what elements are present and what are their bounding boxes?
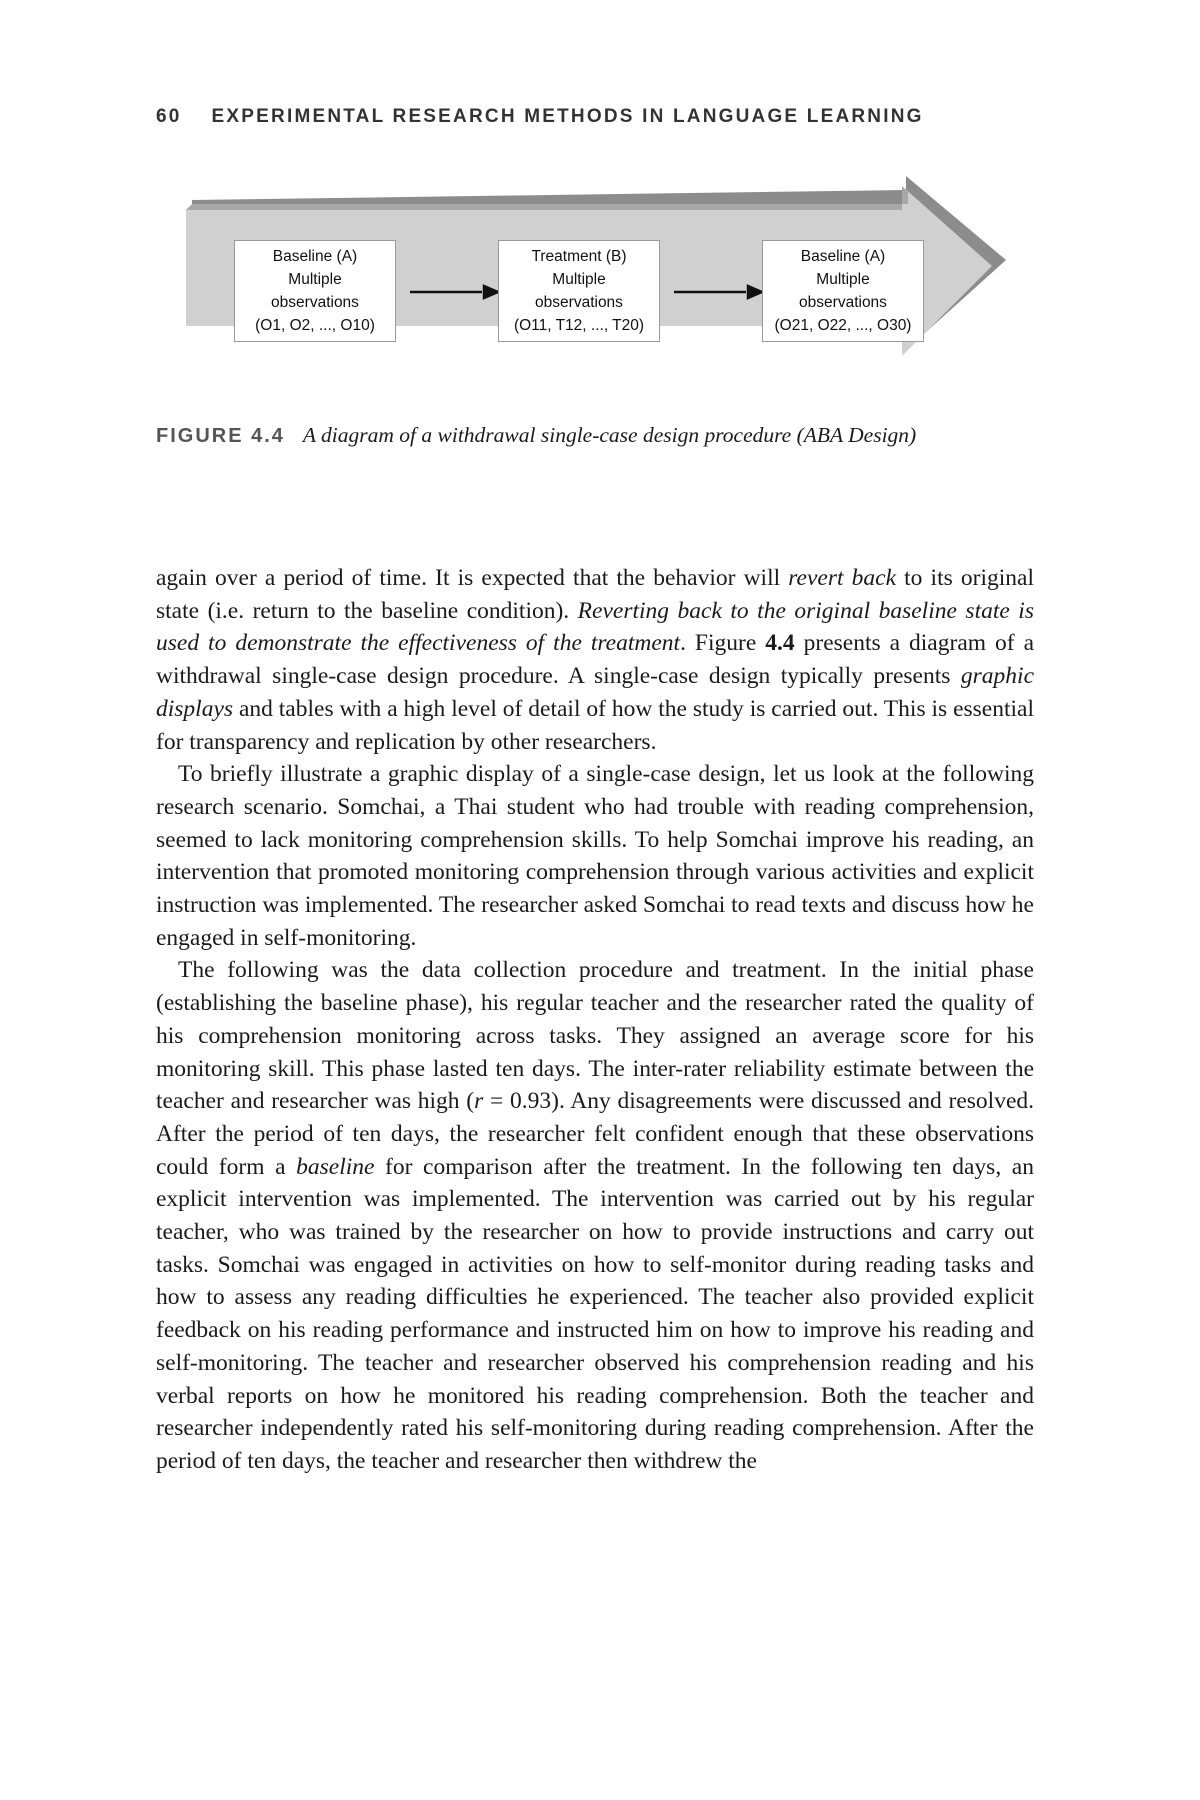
text-run: The following was the data collection procedure and treatment. In the initial phase (establishing the baseline phase), his regular teacher and the researcher rated the quality of his comprehension monitoring across tasks. They assigned an average score for his monitoring skill. This phase lasted ten days. The inter-rater reliability estimate between the teacher and researcher was high ( [156, 957, 1034, 1115]
box-line: observations [799, 294, 887, 311]
emphasis: revert back [788, 565, 897, 591]
figure-caption-text: A diagram of a withdrawal single-case design procedure (ABA Design) [302, 423, 917, 447]
figure-caption [156, 420, 1036, 452]
box-observations: (O11, T12, ..., T20) [513, 317, 645, 334]
box-title: Baseline (A) [800, 248, 886, 265]
box-observations: (O1, O2, ..., O10) [255, 317, 375, 334]
box-line: observations [271, 294, 359, 311]
paragraph-2: To briefly illustrate a graphic display of a single-case design, let us look at the following research scenario. Somchai, a Thai student who had trouble with reading comprehension, seemed to lack monitoring comprehension skills. To help Somchai improve his reading, an intervention that promoted monitoring comprehension through various activities and explicit instruction was implemented. The researcher asked Somchai to read texts and discuss how he engaged in self-monitoring. [156, 761, 1034, 951]
body-text [156, 562, 1034, 1478]
text-run: presents a diagram of a withdrawal single-case design procedure. A single-case design typically presents [156, 630, 1034, 690]
emphasis: graphic displays [156, 663, 1034, 722]
emphasis: baseline [296, 1153, 375, 1180]
box-line: Multiple [552, 271, 606, 288]
text-run: again over a period of time. It is expected that the behavior will [156, 565, 789, 591]
text-run: . Figure [680, 630, 766, 657]
aba-design-diagram [186, 176, 1016, 394]
baseline-a-return-box [762, 240, 924, 342]
box-line: Multiple [288, 271, 342, 288]
text-run: for comparison after the treatment. In the following ten days, an explicit intervention was implemented. The intervention was carried out by his regular teacher, who was trained by the researcher on how to provide instructions and carry out tasks. Somchai was engaged in activities on how to self-monitor during reading tasks and how to assess any reading difficulties he experienced. The teacher also provided explicit feedback on his reading performance and instructed him on how to improve his reading and self-monitoring. The teacher and researcher observed his comprehension reading and his verbal reports on how he monitored his reading comprehension. Both the teacher and researcher independently rated his self-monitoring during reading comprehension. After the period of ten days, the teacher and researcher then withdrew the [156, 1153, 1034, 1474]
page-number: 60 [156, 106, 182, 127]
figure-reference: 4.4 [765, 630, 795, 657]
text-run: = 0.93). Any disagreements were discussed and resolved. After the period of ten days, the researcher felt confident enough that these observations could form a [156, 1088, 1035, 1180]
running-header [156, 106, 924, 128]
text-run: and tables with a high level of detail of how the study is carried out. This is essential for transparency and replication by other researchers. [156, 695, 1034, 755]
box-title: Treatment (B) [531, 248, 627, 265]
box-observations: (O21, O22, ..., O30) [774, 317, 912, 334]
treatment-b-box [498, 240, 660, 342]
figure-label: FIGURE 4.4 [156, 425, 285, 447]
emphasis: r [474, 1088, 484, 1115]
running-title: EXPERIMENTAL RESEARCH METHODS IN LANGUAGE LEARNING [211, 106, 924, 127]
box-title: Baseline (A) [272, 248, 358, 265]
text-run: to its original state (i.e. return to the baseline condition). [156, 565, 1034, 624]
paragraph-3 [156, 954, 1034, 1477]
baseline-a-box [234, 240, 396, 342]
emphasis: Reverting back to the original baseline state is used to demonstrate the effectiveness of the treatment [156, 597, 1034, 657]
paragraph-1 [156, 562, 1034, 758]
box-line: observations [535, 294, 623, 311]
box-line: Multiple [816, 271, 870, 288]
